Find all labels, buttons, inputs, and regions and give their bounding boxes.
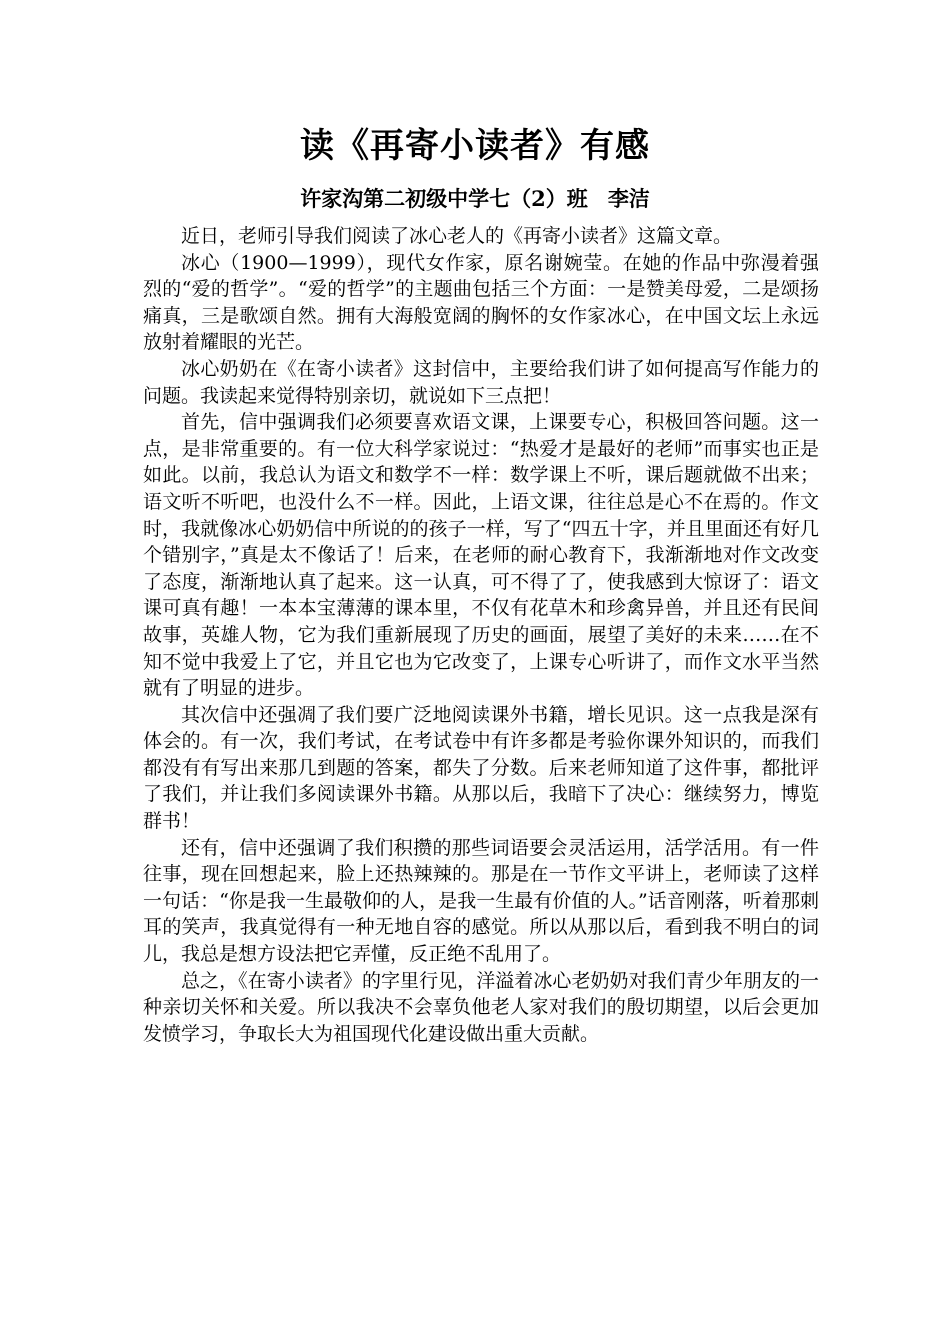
paragraph-author-bio: 冰心（1900—1999），现代女作家，原名谢婉莹。在她的作品中弥漫着强烈的“爱的哲学”。“爱的哲学”的主题曲包括三个方面：一是赞美母爱，二是颂扬痛真，三是歌颂自然。拥有大海般宽阔的胸怀的女作家冰心，在中国文坛上永远放射着耀眼的光芒。 — [143, 251, 819, 354]
paragraph-point-two: 其次信中还强凋了我们要广泛地阅读课外书籍，增长见识。这一点我是深有体会的。有一次，我们考试，在考试卷中有许多都是考验你课外知识的，而我们都没有有写出来那几到题的答案，都失了分数。后来老师知道了这件事，都批评了我们，并让我们多阅读课外书籍。从那以后，我暗下了决心：继续努力，博览群书！ — [143, 703, 819, 833]
article-body — [143, 223, 819, 1047]
paragraph-point-three: 还有，信中还强调了我们积攒的那些词语要会灵活运用，活学活用。有一件往事，现在回想起来，脸上还热辣辣的。那是在一节作文平讲上，老师读了这样一句话：“你是我一生最敬仰的人，是我一生最有价值的人。”话音刚落，听着那刺耳的笑声，我真觉得有一种无地自容的感觉。所以从那以后，看到我不明白的词儿，我总是想方设法把它弄懂，反正绝不乱用了。 — [143, 836, 819, 966]
document-title: 读《再寄小读者》有感 — [300, 126, 650, 166]
author-byline — [0, 184, 950, 214]
paragraph-letter-summary: 冰心奶奶在《在寄小读者》这封信中，主要给我们讲了如何提高写作能力的问题。我读起来觉得特别亲切，就说如下三点把！ — [143, 357, 819, 407]
paragraph-conclusion: 总之，《在寄小读者》的字里行见，洋溢着冰心老奶奶对我们青少年朋友的一种亲切关怀和关爱。所以我决不会辜负他老人家对我们的殷切期望，以后会更加发愤学习，争取长大为祖国现代化建设做出重大贡献。 — [143, 969, 819, 1045]
paragraph-intro: 近日，老师引导我们阅读了冰心老人的《再寄小读者》这篇文章。 — [181, 225, 733, 247]
author-name: 李洁 — [607, 186, 650, 211]
paragraph-point-one: 首先，信中强调我们必须要喜欢语文课，上课要专心，积极回答问题。这一点，是非常重要的。有一位大科学家说过：“热爱才是最好的老师”而事实也正是如此。以前，我总认为语文和数学不一样：数学课上不听，课后题就做不出来；语文听不听吧，也没什么不一样。因此，上语文课，往往总是心不在焉的。作文时，我就像冰心奶奶信中所说的的孩子一样，写了“四五十字，并且里面还有好几个错别字，”真是太不像话了！后来，在老师的耐心教育下，我渐渐地对作文改变了态度，渐渐地认真了起来。这一认真，可不得了了，使我感到大惊讶了：语文课可真有趣！一本本宝薄薄的课本里，不仅有花草木和珍禽异兽，并且还有民间故事，英雄人物，它为我们重新展现了历史的画面，展望了美好的未来……在不知不觉中我爱上了它，并且它也为它改变了，上课专心听讲了，而作文水平当然就有了明显的进步。 — [143, 411, 819, 700]
author-school-class: 许家沟第二初级中学七（2）班 — [300, 186, 588, 211]
